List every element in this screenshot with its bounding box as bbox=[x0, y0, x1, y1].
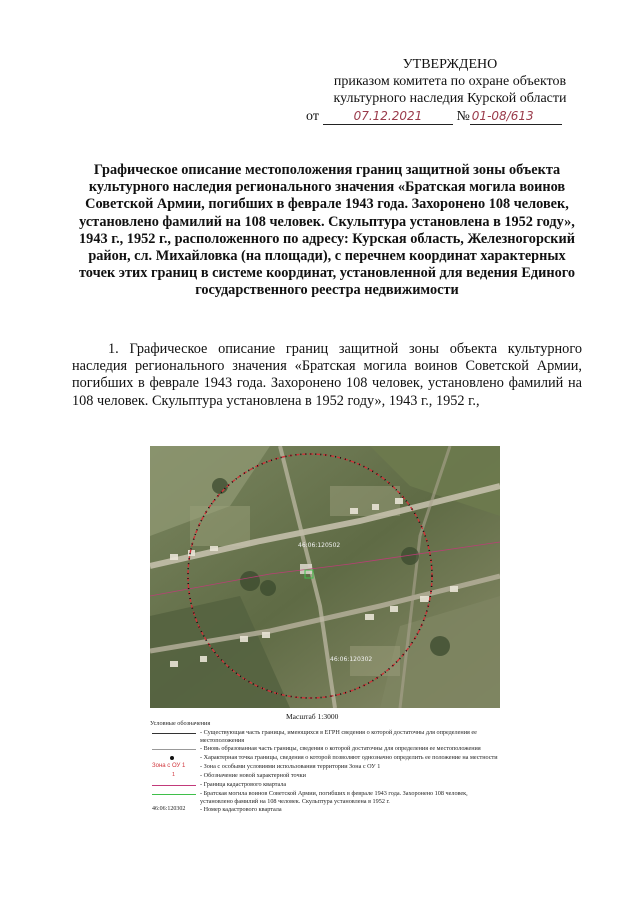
map-legend bbox=[150, 720, 500, 815]
from-label: от bbox=[306, 109, 319, 124]
legend-item: - Характерная точка границы, сведения о которой позволяют однозначно определить ее положение на местности bbox=[150, 754, 500, 762]
approval-committee-line: культурного наследия Курской области bbox=[333, 91, 567, 106]
map-scale: Масштаб 1:3000 bbox=[286, 712, 339, 721]
number-label: № bbox=[456, 109, 470, 124]
document-title: Графическое описание местоположения границ защитной зоны объекта культурного наследия регионального значения «Братская могила воинов Советской Армии, погибших в феврале 1943 года. Захоронено 108 человек, установлено фамилий на 108 человек. Скульптура установлена в 1952 году», 1943 г., 1952 г., расположенного по адресу: Курская область, Железногорский район, сл. Михайловка (на площади), с перечнем координат характерных точек этих границ в системе координат, установленной для ведения Единого государственного реестра недвижимости bbox=[78, 162, 576, 299]
map-cadastral-label-lower: 46:06:120302 bbox=[330, 656, 373, 663]
legend-item: - Граница кадастрового квартала bbox=[150, 781, 500, 789]
legend-item: - Братская могила воинов Советской Армии, погибших в феврале 1943 года. Захоронено 108 человек, установлено фамилий на 108 человек. Скульптура установлена в 1952 г. bbox=[150, 790, 500, 805]
legend-item: Зона с ОУ 1 - Зона с особыми условиями использования территории Зона с ОУ 1 bbox=[152, 763, 381, 771]
object-boundary-symbol bbox=[150, 790, 200, 798]
legend-title: Условные обозначения bbox=[150, 720, 211, 727]
new-boundary-symbol bbox=[150, 745, 200, 753]
approval-heading: УТВЕРЖДЕНО bbox=[402, 57, 498, 72]
map-image bbox=[150, 446, 500, 708]
zone-symbol: Зона с ОУ 1 bbox=[152, 763, 186, 770]
section-paragraph: 1. Графическое описание границ защитной зоны объекта культурного наследия регионального значения «Братская могила воинов Советской Армии, погибших в феврале 1943 года. Захоронено 108 человек, установлено фамилий на 108 человек. Скульптура установлена в 1952 году», 1943 г., 1952 г., bbox=[72, 341, 582, 409]
quarter-boundary-symbol bbox=[150, 781, 200, 789]
approval-block bbox=[300, 56, 600, 125]
boundary-point-symbol bbox=[150, 754, 200, 762]
point-number-symbol: 1 bbox=[172, 772, 176, 779]
approval-order-line: приказом комитета по охране объектов bbox=[333, 74, 567, 89]
handwritten-number: 01-08/613 bbox=[470, 109, 562, 125]
approval-order-details bbox=[300, 108, 600, 125]
legend-item: - Существующая часть границы, имеющихся в ЕГРН сведения о которой достаточны для определения ее местоположения bbox=[150, 729, 500, 744]
legend-item: 1 - Обозначение новой характерной точки bbox=[150, 772, 500, 780]
map-cadastral-label-upper: 46:06:120502 bbox=[298, 542, 341, 549]
existing-boundary-symbol bbox=[150, 729, 200, 737]
legend-item: - Вновь образованная часть границы, сведения о которой достаточны для определения ее местоположения bbox=[150, 745, 500, 753]
handwritten-date: 07.12.2021 bbox=[323, 109, 453, 125]
cadastral-code-symbol: 46:06:120302 bbox=[152, 806, 186, 813]
legend-item: 46:06:120302 - Номер кадастрового квартала bbox=[152, 806, 282, 814]
satellite-map bbox=[150, 446, 500, 708]
